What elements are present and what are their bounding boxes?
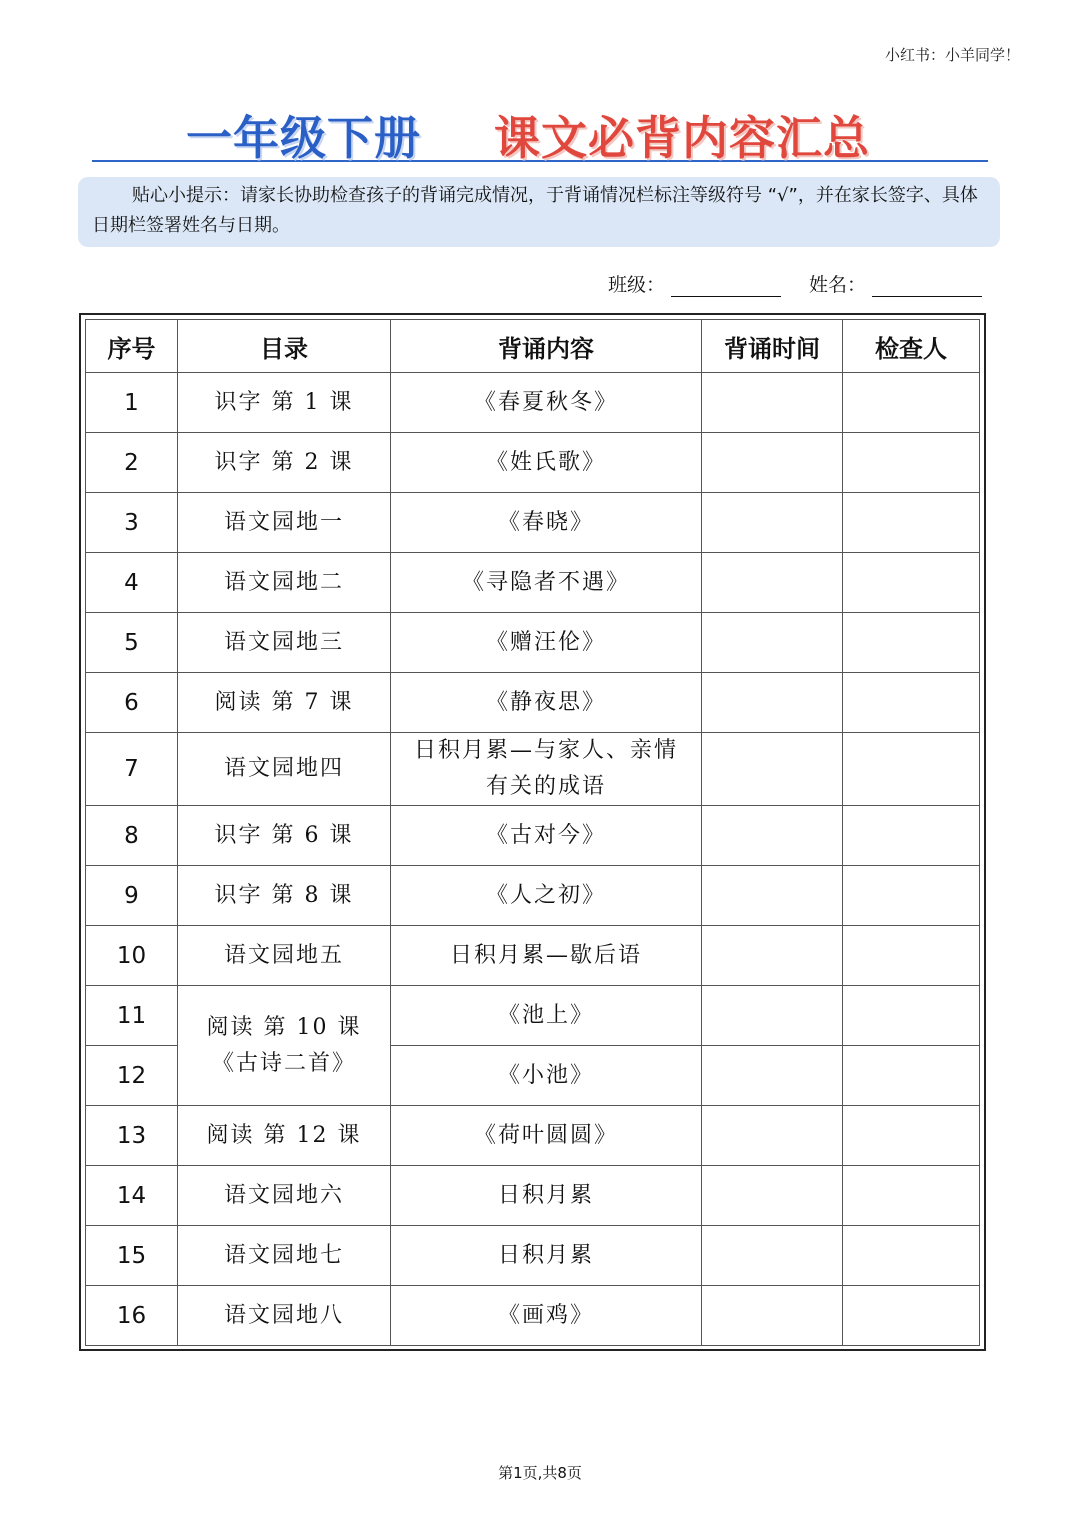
row-checker-cell[interactable] xyxy=(843,1286,980,1346)
watermark-text: 小红书：小羊同学！ xyxy=(884,46,1020,64)
row-catalog: 语文园地六 xyxy=(178,1166,391,1226)
row-catalog: 语文园地三 xyxy=(178,613,391,673)
row-time-cell[interactable] xyxy=(702,553,843,613)
row-catalog xyxy=(178,986,391,1106)
row-checker-cell[interactable] xyxy=(843,1046,980,1106)
tip-text: 贴心小提示：请家长协助检查孩子的背诵完成情况，于背诵情况栏标注等级符号 “√”，并在家长签字、具体日期栏签署姓名与日期。 xyxy=(92,185,978,236)
table-row xyxy=(86,553,980,613)
table-row xyxy=(86,733,980,806)
row-time-cell[interactable] xyxy=(702,613,843,673)
row-content: 日积月累—歇后语 xyxy=(391,926,702,986)
row-checker-cell[interactable] xyxy=(843,613,980,673)
row-time-cell[interactable] xyxy=(702,806,843,866)
row-content-line: 有关的成语 xyxy=(485,774,606,799)
row-checker-cell[interactable] xyxy=(843,866,980,926)
row-checker-cell[interactable] xyxy=(843,926,980,986)
row-time-cell[interactable] xyxy=(702,733,843,806)
page-footer: 第1页,共8页 xyxy=(498,1464,582,1482)
recitation-table xyxy=(85,319,980,1346)
row-number: 2 xyxy=(86,433,178,493)
row-checker-cell[interactable] xyxy=(843,493,980,553)
row-content: 《画鸡》 xyxy=(391,1286,702,1346)
row-number: 14 xyxy=(86,1166,178,1226)
row-content: 《寻隐者不遇》 xyxy=(391,553,702,613)
table-row xyxy=(86,613,980,673)
row-catalog: 语文园地八 xyxy=(178,1286,391,1346)
page-title xyxy=(92,100,988,165)
header-checker: 检查人 xyxy=(843,320,980,373)
row-checker-cell[interactable] xyxy=(843,373,980,433)
row-content: 日积月累 xyxy=(391,1226,702,1286)
row-catalog: 识字 第 8 课 xyxy=(178,866,391,926)
row-catalog: 语文园地五 xyxy=(178,926,391,986)
row-content xyxy=(391,733,702,806)
row-checker-cell[interactable] xyxy=(843,986,980,1046)
row-catalog-line: 阅读 第 10 课 xyxy=(206,1014,362,1040)
row-catalog: 识字 第 2 课 xyxy=(178,433,391,493)
table-row xyxy=(86,433,980,493)
row-catalog: 语文园地四 xyxy=(178,733,391,806)
table-row xyxy=(86,986,980,1046)
row-checker-cell[interactable] xyxy=(843,553,980,613)
row-content: 《赠汪伦》 xyxy=(391,613,702,673)
class-label: 班级： xyxy=(607,274,665,296)
row-time-cell[interactable] xyxy=(702,866,843,926)
row-time-cell[interactable] xyxy=(702,373,843,433)
table-row xyxy=(86,673,980,733)
row-number: 5 xyxy=(86,613,178,673)
row-time-cell[interactable] xyxy=(702,1166,843,1226)
row-content: 《小池》 xyxy=(391,1046,702,1106)
row-number: 7 xyxy=(86,733,178,806)
row-checker-cell[interactable] xyxy=(843,806,980,866)
row-number: 12 xyxy=(86,1046,178,1106)
table-row xyxy=(86,926,980,986)
row-content: 《池上》 xyxy=(391,986,702,1046)
row-checker-cell[interactable] xyxy=(843,433,980,493)
table-header-row xyxy=(86,320,980,373)
header-catalog: 目录 xyxy=(178,320,391,373)
row-number: 10 xyxy=(86,926,178,986)
title-grade: 一年级下册 xyxy=(186,111,421,165)
name-field[interactable] xyxy=(809,270,982,297)
row-checker-cell[interactable] xyxy=(843,1226,980,1286)
class-field[interactable] xyxy=(608,270,781,297)
row-catalog: 识字 第 1 课 xyxy=(178,373,391,433)
row-time-cell[interactable] xyxy=(702,926,843,986)
row-catalog-line: 《古诗二首》 xyxy=(211,1050,356,1076)
row-catalog: 语文园地一 xyxy=(178,493,391,553)
row-catalog: 语文园地二 xyxy=(178,553,391,613)
header-number: 序号 xyxy=(86,320,178,373)
row-number: 1 xyxy=(86,373,178,433)
row-checker-cell[interactable] xyxy=(843,673,980,733)
row-time-cell[interactable] xyxy=(702,986,843,1046)
row-content: 《人之初》 xyxy=(391,866,702,926)
row-number: 13 xyxy=(86,1106,178,1166)
row-time-cell[interactable] xyxy=(702,1046,843,1106)
row-time-cell[interactable] xyxy=(702,673,843,733)
row-time-cell[interactable] xyxy=(702,433,843,493)
row-checker-cell[interactable] xyxy=(843,1166,980,1226)
row-content: 《古对今》 xyxy=(391,806,702,866)
table-row xyxy=(86,1286,980,1346)
row-time-cell[interactable] xyxy=(702,493,843,553)
row-content: 日积月累 xyxy=(391,1166,702,1226)
table-row xyxy=(86,373,980,433)
header-content: 背诵内容 xyxy=(391,320,702,373)
row-number: 8 xyxy=(86,806,178,866)
tip-box xyxy=(78,177,1000,247)
row-number: 4 xyxy=(86,553,178,613)
table-row xyxy=(86,866,980,926)
row-content: 《春晓》 xyxy=(391,493,702,553)
table-row xyxy=(86,806,980,866)
row-content: 《荷叶圆圆》 xyxy=(391,1106,702,1166)
table-row xyxy=(86,1106,980,1166)
table-row xyxy=(86,1166,980,1226)
row-content: 《静夜思》 xyxy=(391,673,702,733)
row-number: 11 xyxy=(86,986,178,1046)
row-checker-cell[interactable] xyxy=(843,733,980,806)
row-number: 3 xyxy=(86,493,178,553)
row-checker-cell[interactable] xyxy=(843,1106,980,1166)
row-time-cell[interactable] xyxy=(702,1286,843,1346)
row-time-cell[interactable] xyxy=(702,1226,843,1286)
row-content-line: 日积月累—与家人、亲情 xyxy=(413,738,678,763)
table-row xyxy=(86,1226,980,1286)
header-time: 背诵时间 xyxy=(702,320,843,373)
row-number: 15 xyxy=(86,1226,178,1286)
recitation-table-frame xyxy=(79,313,986,1351)
row-content: 《春夏秋冬》 xyxy=(391,373,702,433)
name-label: 姓名： xyxy=(808,274,866,296)
row-number: 9 xyxy=(86,866,178,926)
row-catalog: 阅读 第 7 课 xyxy=(178,673,391,733)
row-catalog: 识字 第 6 课 xyxy=(178,806,391,866)
row-catalog: 语文园地七 xyxy=(178,1226,391,1286)
row-number: 16 xyxy=(86,1286,178,1346)
row-content: 《姓氏歌》 xyxy=(391,433,702,493)
class-blank-line[interactable] xyxy=(671,274,781,297)
row-catalog: 阅读 第 12 课 xyxy=(178,1106,391,1166)
student-info xyxy=(608,270,982,297)
title-subject: 课文必背内容汇总 xyxy=(494,111,870,165)
row-number: 6 xyxy=(86,673,178,733)
table-row xyxy=(86,493,980,553)
name-blank-line[interactable] xyxy=(872,274,982,297)
row-time-cell[interactable] xyxy=(702,1106,843,1166)
